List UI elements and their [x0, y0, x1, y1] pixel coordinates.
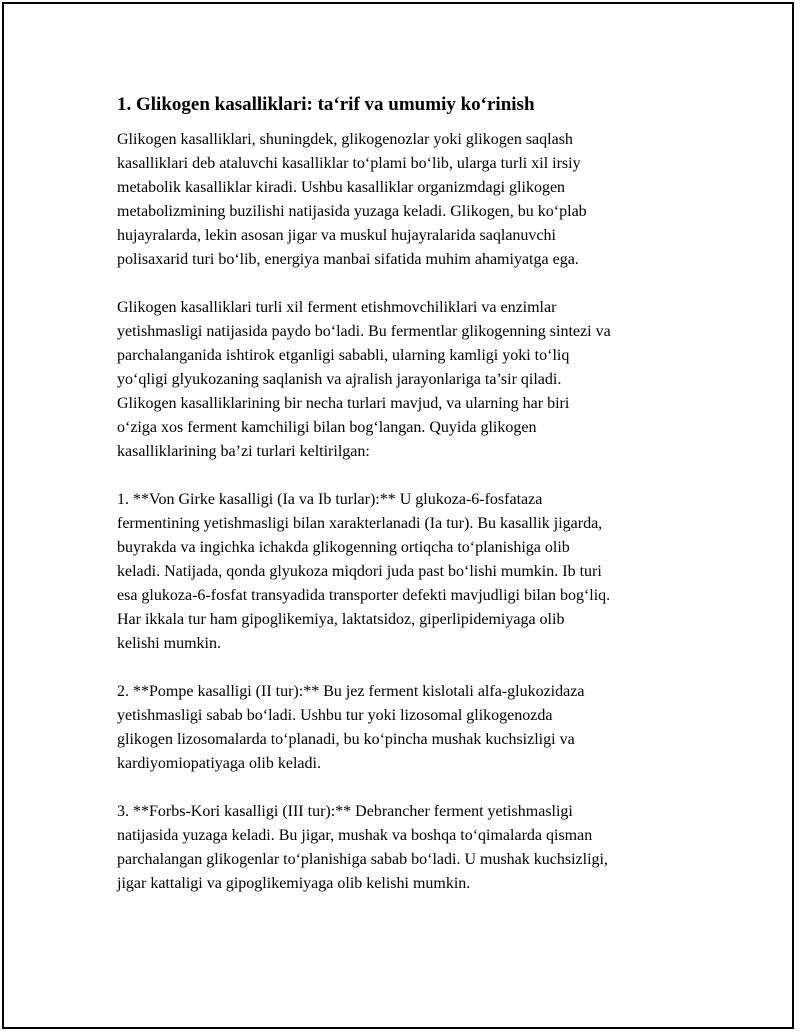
- paragraph-type-3: 3. **Forbs-Kori kasalligi (III tur):** Debrancher ferment yetishmasligi natijasida yuzaga keladi. Bu jigar, mushak va boshqa to‘qimalarda qisman parchalangan glikogenlar to‘planishiga sabab bo‘ladi. U mushak kuchsizligi, jigar kattaligi va gipoglikemiyaga olib kelishi mumkin.: [117, 803, 608, 892]
- paragraph-type-2: 2. **Pompe kasalligi (II tur):** Bu jez ferment kislotali alfa-glukozidaza yetishmasligi sabab bo‘ladi. Ushbu tur yoki lizosomal glikogenozda glikogen lizosomalarda to‘planadi, bu ko‘pincha mushak kuchsizligi va kardiyomiopatiyaga olib keladi.: [117, 683, 585, 772]
- section-heading: 1. Glikogen kasalliklari: ta‘rif va umumiy ko‘rinish: [117, 94, 535, 115]
- paragraph-causes: Glikogen kasalliklari turli xil ferment etishmovchiliklari va enzimlar yetishmasligi natijasida paydo bo‘ladi. Bu fermentlar glikogenning sintezi va parchalanganida ishtirok etganligi sababli, ularning kamligi yoki to‘liq yo‘qligi glyukozaning saqlanish va ajralish jarayonlariga ta’sir qiladi. Glikogen kasalliklarining bir necha turlari mavjud, va ularning har biri o‘ziga xos ferment kamchiligi bilan bog‘langan. Quyida glikogen kasalliklarining ba’zi turlari keltirilgan:: [117, 299, 611, 460]
- paragraph-intro: Glikogen kasalliklari, shuningdek, glikogenozlar yoki glikogen saqlash kasalliklari deb ataluvchi kasalliklar to‘plami bo‘lib, ularga turli xil irsiy metabolik kasalliklar kiradi. Ushbu kasalliklar organizmdagi glikogen metabolizmining buzilishi natijasida yuzaga keladi. Glikogen, bu ko‘plab hujayralarda, lekin asosan jigar va muskul hujayralarida saqlanuvchi polisaxarid turi bo‘lib, energiya manbai sifatida muhim ahamiyatga ega.: [117, 131, 587, 268]
- document-body: [117, 92, 697, 920]
- paragraph-type-1: 1. **Von Girke kasalligi (Ia va Ib turlar):** U glukoza-6-fosfataza fermentining yetishmasligi bilan xarakterlanadi (Ia tur). Bu kasallik jigarda, buyrakda va ingichka ichakda glikogenning ortiqcha to‘planishiga olib keladi. Natijada, qonda glyukoza miqdori juda past bo‘lishi mumkin. Ib turi esa glukoza-6-fosfat transyadida transporter defekti mavjudligi bilan bog‘liq. Har ikkala tur ham gipoglikemiya, laktatsidoz, giperlipidemiyaga olib kelishi mumkin.: [117, 491, 611, 652]
